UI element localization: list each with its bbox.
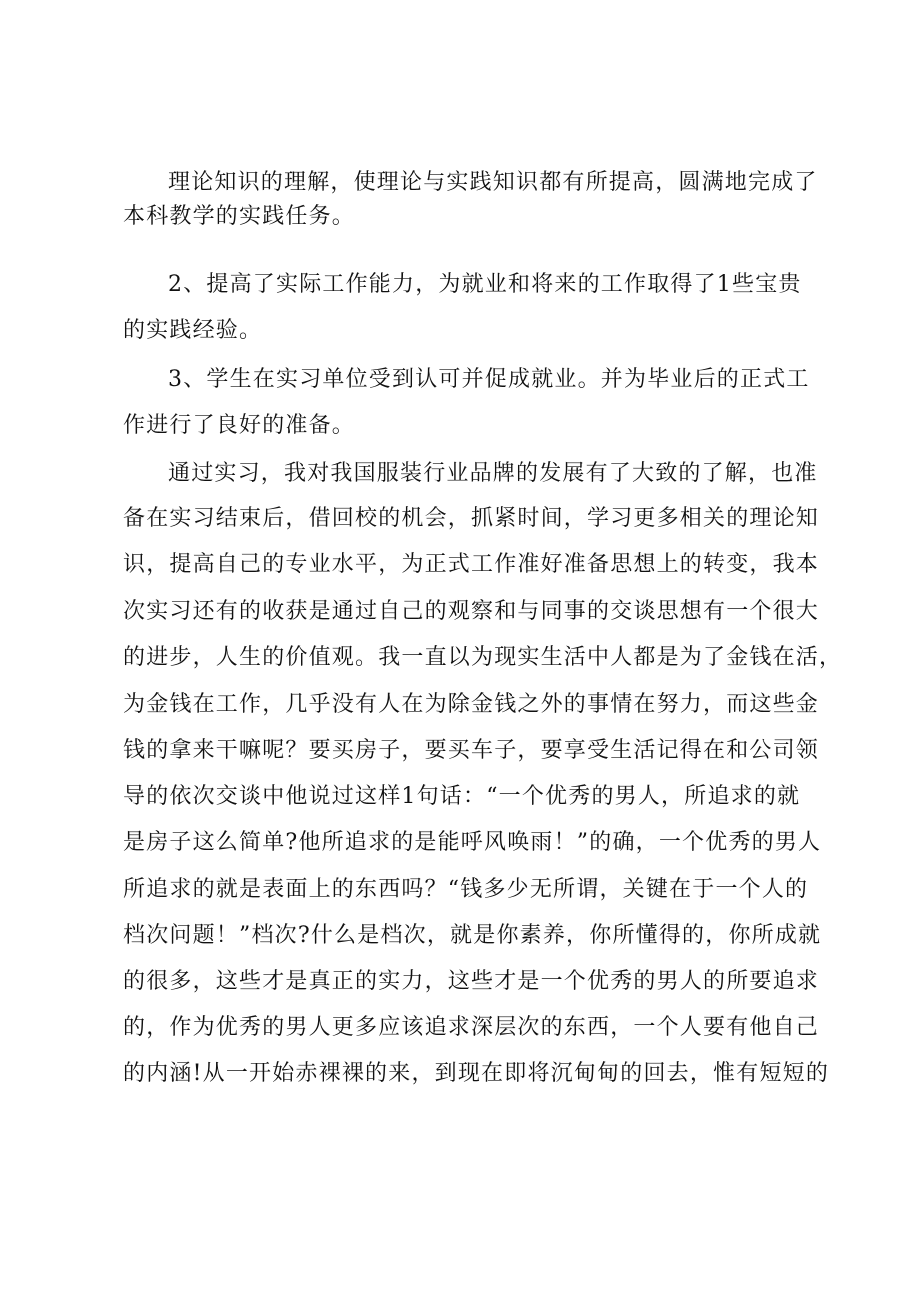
text-line: 备在实习结束后，借回校的机会，抓紧时间，学习更多相关的理论知	[123, 506, 820, 531]
text-line: 的，作为优秀的男人更多应该追求深层次的东西，一个人要有他自己	[123, 1015, 820, 1040]
text-line: 通过实习，我对我国服装行业品牌的发展有了大致的了解，也准	[168, 461, 818, 486]
text-line: 导的依次交谈中他说过这样1句话：“一个优秀的男人，所追求的就	[123, 784, 801, 809]
text-line: 本科教学的实践任务。	[123, 204, 356, 229]
text-line: 是房子这么简单?他所追求的是能呼风唤雨！”的确，一个优秀的男人	[123, 830, 822, 855]
text-line: 的内涵!从一开始赤裸裸的来，到现在即将沉甸甸的回去，惟有短短的	[123, 1061, 830, 1086]
text-line: 理论知识的理解，使理论与实践知识都有所提高，圆满地完成了	[168, 170, 818, 195]
text-line: 次实习还有的收获是通过自己的观察和与同事的交谈思想有一个很大	[123, 599, 820, 624]
text-line: 3、学生在实习单位受到认可并促成就业。并为毕业后的正式工	[168, 367, 810, 392]
text-line: 档次问题！”档次?什么是档次，就是你素养，你所懂得的，你所成就	[123, 923, 822, 948]
text-line: 所追求的就是表面上的东西吗？“钱多少无所谓，关键在于一个人的	[123, 877, 809, 902]
text-line: 为金钱在工作，几乎没有人在为除金钱之外的事情在努力，而这些金	[123, 692, 820, 717]
text-line: 的进步，人生的价值观。我一直以为现实生活中人都是为了金钱在活，	[123, 645, 843, 670]
text-line: 作进行了良好的准备。	[123, 413, 356, 438]
text-line: 的实践经验。	[123, 318, 263, 343]
text-line: 识，提高自己的专业水平，为正式工作准好准备思想上的转变，我本	[123, 552, 820, 577]
text-line: 2、提高了实际工作能力，为就业和将来的工作取得了1些宝贵	[168, 272, 802, 297]
text-line: 钱的拿来干嘛呢？要买房子，要买车子，要享受生活记得在和公司领	[123, 738, 820, 763]
text-line: 的很多，这些才是真正的实力，这些才是一个优秀的男人的所要追求	[123, 969, 820, 994]
